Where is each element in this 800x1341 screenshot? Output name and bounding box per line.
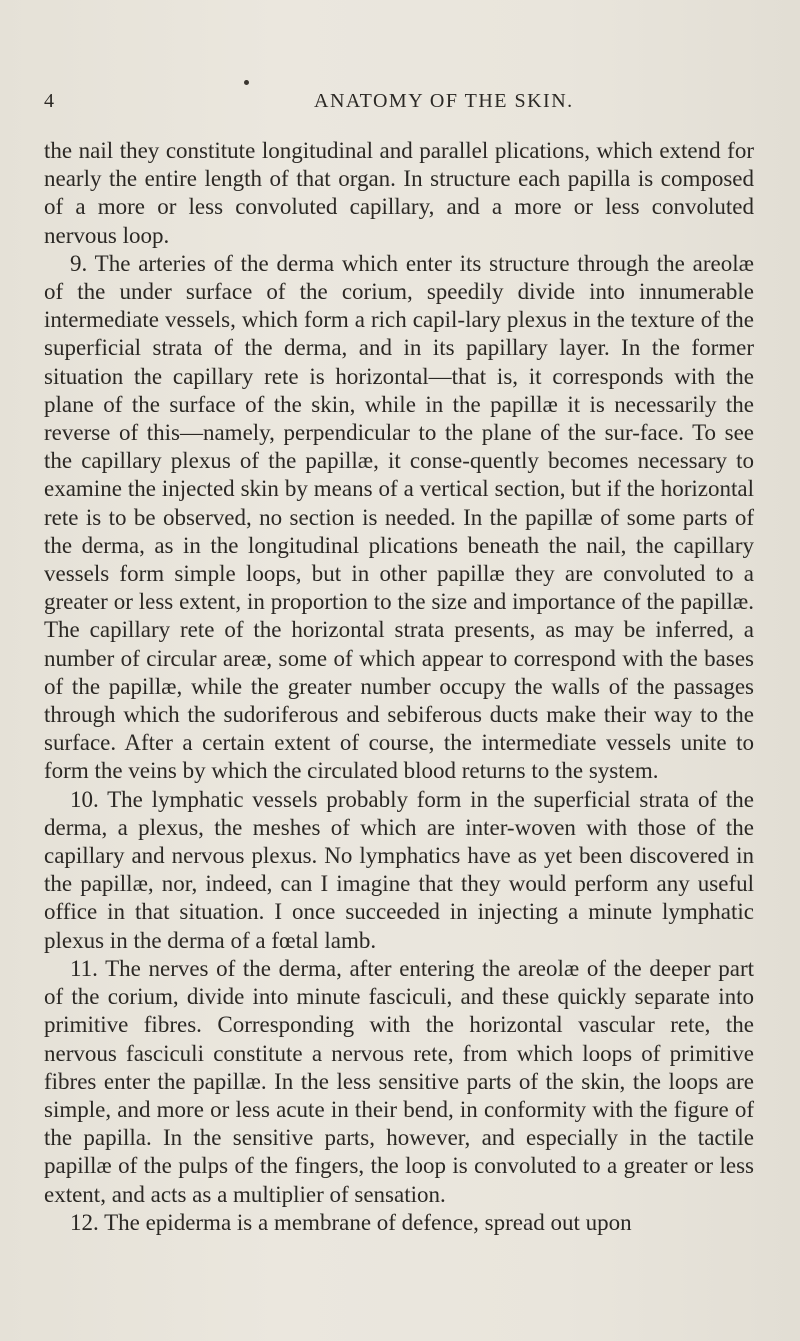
paragraph-12: 12. The epiderma is a membrane of defence, spread out upon: [70, 1209, 632, 1235]
paragraph-9: 9. The arteries of the derma which enter its structure through the areolæ of the under surface of the corium, speedily divide into innumerable intermediate vessels, which form a rich capil-lary plexus in the texture of the superficial strata of the derma, and in its papillary layer. In the former situation the capillary rete is horizontal—that is, it corresponds with the plane of the surface of the skin, while in the papillæ it is necessarily the reverse of this—namely, perpendicular to the plane of the sur-face. To see the capillary plexus of the papillæ, it conse-quently becomes necessary to examine the injected skin by means of a vertical section, but if the horizontal rete is to be observed, no section is needed. In the papillæ of some parts of the derma, as in the longitudinal plications beneath the nail, the capillary vessels form simple loops, but in other papillæ they are convoluted to a greater or less extent, in proportion to the size and importance of the papillæ. The capillary rete of the horizontal strata presents, as may be inferred, a number of circular areæ, some of which appear to correspond with the bases of the papillæ, while the greater number occupy the walls of the passages through which the sudoriferous and sebiferous ducts make their way to the surface. After a certain extent of course, the intermediate vessels unite to form the veins by which the circulated blood returns to the system.: [44, 250, 754, 784]
page-number: 4: [44, 90, 56, 112]
paragraph-10: 10. The lymphatic vessels probably form in the superficial strata of the derma, a plexus, the meshes of which are inter-woven with those of the capillary and nervous plexus. No lymphatics have as yet been discovered in the papillæ, nor, indeed, can I imagine that they would perform any useful office in that situation. I once succeeded in injecting a minute lymphatic plexus in the derma of a fœtal lamb.: [44, 786, 754, 953]
paragraph-continued: the nail they constitute longitudinal and parallel plications, which extend for nearly the entire length of that organ. In structure each papilla is composed of a more or less convoluted capillary, and a more or less convoluted nervous loop.: [44, 138, 754, 248]
running-title: ANATOMY OF THE SKIN.: [314, 90, 574, 112]
body-text: [44, 137, 754, 1237]
ink-speck: [244, 80, 249, 85]
paragraph-11: 11. The nerves of the derma, after entering the areolæ of the deeper part of the corium, divide into minute fasciculi, and these quickly separate into primitive fibres. Corresponding with the horizontal vascular rete, the nervous fasciculi constitute a nervous rete, from which loops of primitive fibres enter the papillæ. In the less sensitive parts of the skin, the loops are simple, and more or less acute in their bend, in conformity with the figure of the papilla. In the sensitive parts, however, and especially in the tactile papillæ of the pulps of the fingers, the loop is convoluted to a greater or less extent, and acts as a multiplier of sensation.: [44, 955, 754, 1207]
page-header: [44, 90, 754, 120]
